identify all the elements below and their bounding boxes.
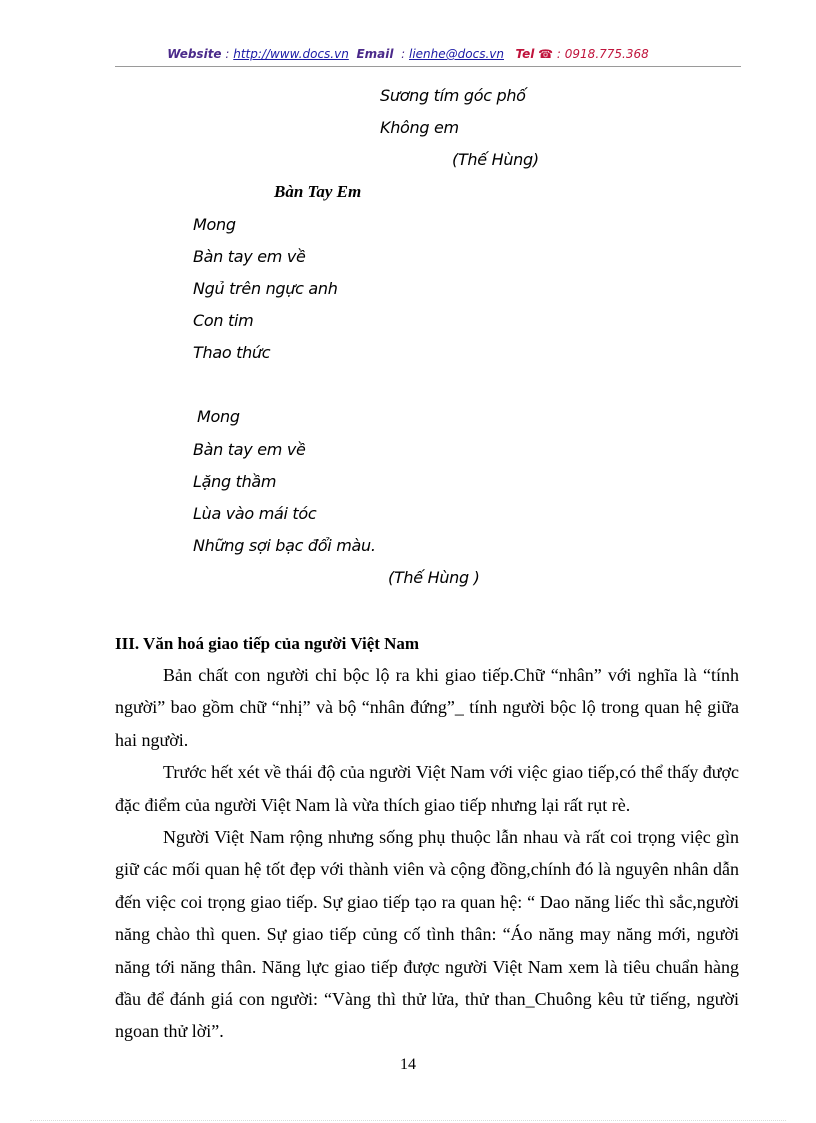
- page-bottom-border: [30, 1120, 786, 1121]
- poem-line: Bàn tay em về: [193, 440, 306, 459]
- page-number: 14: [400, 1056, 416, 1073]
- email-label: Email: [356, 47, 394, 61]
- section-heading: III. Văn hoá giao tiếp của người Việt Nam: [115, 634, 420, 653]
- paragraph: Bản chất con người chỉ bộc lộ ra khi giao tiếp.Chữ “nhân” với nghĩa là “tính người” bao gồm chữ “nhị” và bộ “nhân đứng”_ tính người bộc lộ trong quan hệ giữa hai người.: [115, 665, 739, 750]
- phone-icon: ☎: [538, 47, 554, 61]
- tel-label: Tel: [515, 47, 535, 61]
- poem-line: Lùa vào mái tóc: [193, 504, 317, 523]
- paragraph: Trước hết xét về thái độ của người Việt Nam với việc giao tiếp,có thể thấy được đặc điểm của người Việt Nam là vừa thích giao tiếp nhưng lại rất rụt rè.: [115, 762, 739, 815]
- poem-line: Mong: [193, 215, 236, 234]
- header-divider: [115, 66, 741, 67]
- poem-line: Lặng thầm: [193, 472, 277, 491]
- poem-line: Sương tím góc phố: [380, 86, 526, 105]
- website-label: Website: [167, 47, 222, 61]
- poem-line: Mong: [197, 407, 240, 426]
- poem-title: Bàn Tay Em: [274, 182, 362, 201]
- poem-line: Không em: [380, 118, 459, 137]
- poem-line: Thao thức: [193, 343, 271, 362]
- section-body: [115, 659, 739, 1048]
- paragraph: Người Việt Nam rộng nhưng sống phụ thuộc lẫn nhau và rất coi trọng việc gìn giữ các mối quan hệ tốt đẹp với thành viên và cộng đồng,chính đó là nguyên nhân dẫn đến việc coi trọng giao tiếp. Sự giao tiếp tạo ra quan hệ: “ Dao năng liếc thì sắc,người năng chào thì quen. Sự giao tiếp củng cố tình thân: “Áo năng may năng mới, người năng tới năng thân. Năng lực giao tiếp được người Việt Nam xem là tiêu chuẩn hàng đầu để đánh giá con người: “Vàng thì thử lửa, thử than_Chuông kêu tử tiếng, người ngoan thử lời”.: [115, 827, 739, 1042]
- website-link[interactable]: http://www.docs.vn: [233, 47, 349, 61]
- poem-author: (Thế Hùng ): [388, 568, 480, 587]
- email-link[interactable]: lienhe@docs.vn: [409, 47, 504, 61]
- phone-number: 0918.775.368: [564, 47, 649, 61]
- page-header: Website : http://www.docs.vn Email : lienhe@docs.vn Tel ☎ : 0918.775.368: [167, 47, 649, 61]
- poem-line: Những sợi bạc đổi màu.: [193, 536, 376, 555]
- poem-author: (Thế Hùng): [452, 150, 539, 169]
- poem-line: Bàn tay em về: [193, 247, 306, 266]
- poem-line: Ngủ trên ngực anh: [193, 279, 338, 298]
- poem-line: Con tim: [193, 311, 254, 330]
